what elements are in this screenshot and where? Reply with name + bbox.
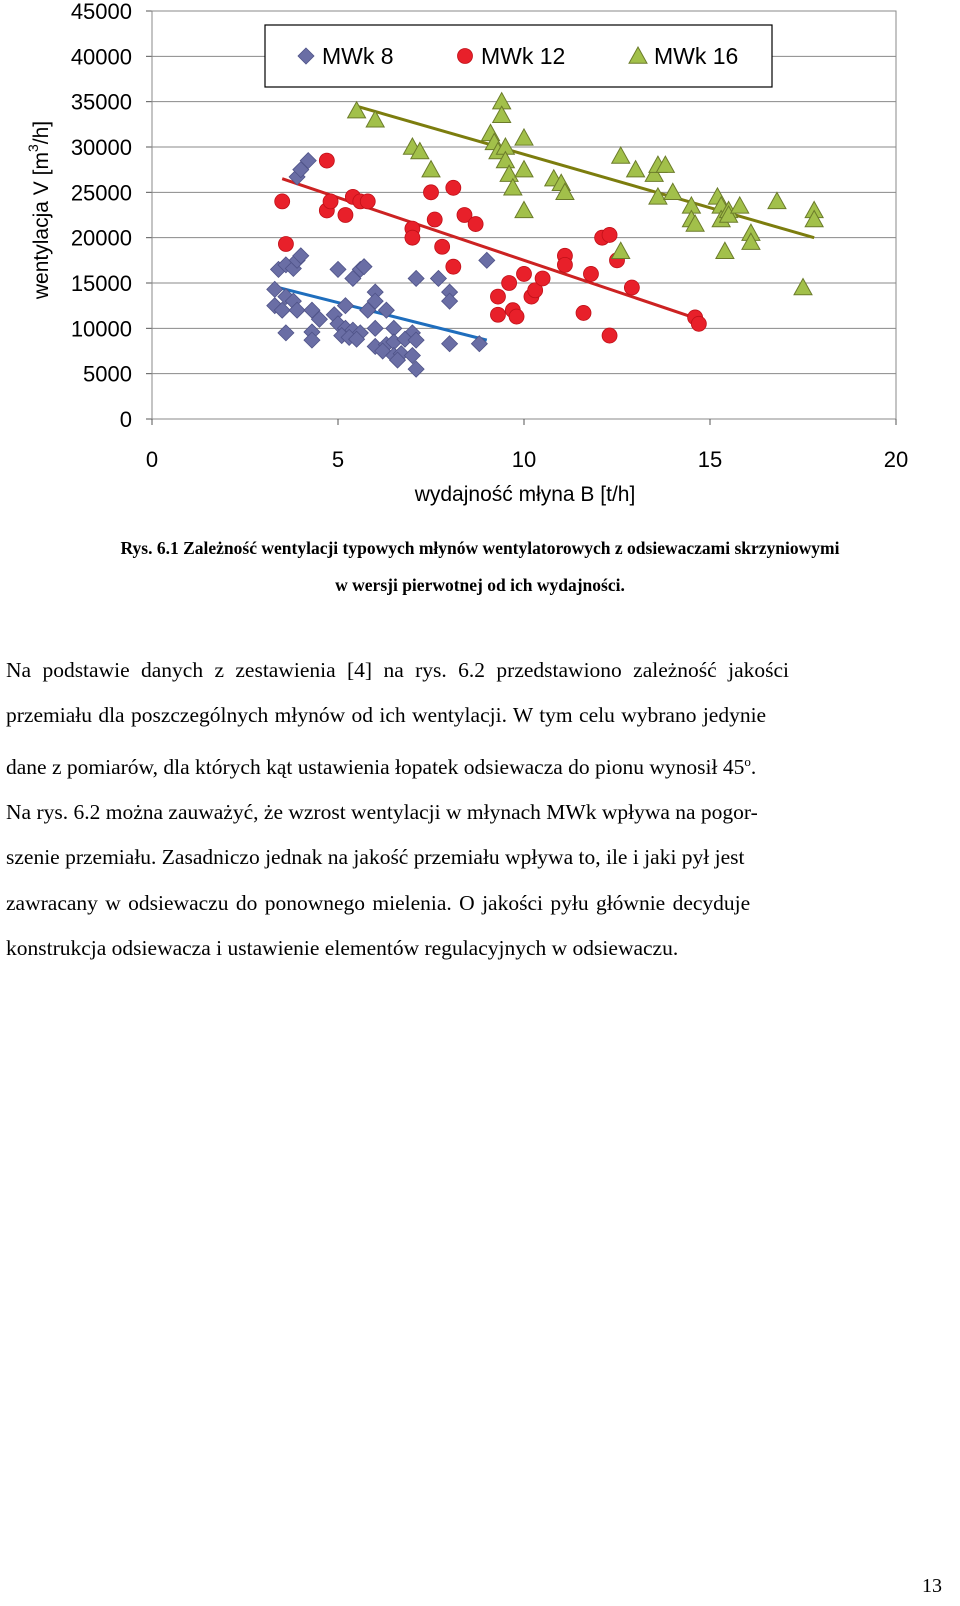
mwk-12-point xyxy=(323,194,338,209)
y-tick-label: 0 xyxy=(119,407,132,432)
mwk-8-point xyxy=(367,320,383,336)
mwk-12-point xyxy=(319,153,334,168)
mwk-8-point xyxy=(278,325,294,341)
paragraph-line-3-end: . xyxy=(750,754,757,779)
y-axis-title xyxy=(25,121,53,300)
mwk-12-point xyxy=(427,212,442,227)
mwk-16-point xyxy=(348,102,366,118)
y-tick-label: 35000 xyxy=(70,89,132,115)
legend-label-mwk-8: MWk 8 xyxy=(322,43,394,69)
mwk-16-point xyxy=(422,161,440,177)
mwk-8-point xyxy=(330,261,346,277)
paragraph-line-3 xyxy=(6,739,954,790)
mwk-12-point xyxy=(468,217,483,232)
paragraph-line-3-text: dane z pomiarów, dla których kąt ustawienia łopatek odsiewacza do pionu wynosił 45 xyxy=(6,754,745,779)
body-paragraph xyxy=(6,648,954,971)
y-tick-label: 10000 xyxy=(70,316,132,342)
y-axis-title-sup: 3 xyxy=(25,144,41,153)
figure-caption-line-2: w wersji pierwotnej od ich wydajności. xyxy=(335,575,625,595)
mwk-12-point xyxy=(435,239,450,254)
mwk-8-point xyxy=(408,361,424,377)
mwk-12-point xyxy=(557,257,572,272)
y-tick-label: 20000 xyxy=(70,225,132,251)
y-axis-title-main: wentylacja V [m xyxy=(30,152,53,300)
mwk-12-point xyxy=(490,307,505,322)
legend-marker-mwk-12 xyxy=(458,49,473,64)
paragraph-line-4: Na rys. 6.2 można zauważyć, że wzrost wentylacji w młynach MWk wpływa na pogor- xyxy=(6,800,758,825)
mwk-12-point xyxy=(583,266,598,281)
mwk-12-point xyxy=(360,194,375,209)
y-tick-label: 40000 xyxy=(70,44,132,70)
y-tick-label: 25000 xyxy=(70,180,132,206)
mwk-16-point xyxy=(716,242,734,258)
data-points xyxy=(267,93,823,377)
mwk-8-point xyxy=(442,293,458,309)
mwk-12-point xyxy=(535,271,550,286)
mwk-12-point xyxy=(424,185,439,200)
mwk-16-point xyxy=(515,129,533,145)
paragraph-line-5: szenie przemiału. Zasadniczo jednak na jakość przemiału wpływa to, ile i jaki pył jest xyxy=(6,845,745,870)
mwk-12-point xyxy=(509,309,524,324)
paragraph-line-7: konstrukcja odsiewacza i ustawienie elementów regulacyjnych w odsiewaczu. xyxy=(6,935,679,960)
y-axis-title-end: /h] xyxy=(30,120,53,145)
mwk-16-point xyxy=(794,279,812,295)
page-number: 13 xyxy=(922,1575,942,1597)
mwk-16-point xyxy=(515,201,533,217)
mwk-8-point xyxy=(408,270,424,286)
mwk-16-point xyxy=(664,183,682,199)
trendlines xyxy=(278,106,814,340)
mwk-16-point xyxy=(515,161,533,177)
mwk-12-point xyxy=(602,227,617,242)
mwk-16-point xyxy=(612,147,630,163)
legend-label-mwk-16: MWk 16 xyxy=(654,43,739,69)
mwk-12-point xyxy=(490,289,505,304)
mwk-12-point xyxy=(517,266,532,281)
mwk-16-point xyxy=(731,197,749,213)
mwk-12-point xyxy=(446,259,461,274)
mwk-8-point xyxy=(337,298,353,314)
y-tick-label: 45000 xyxy=(70,0,132,24)
mwk-12-point xyxy=(275,194,290,209)
x-tick-label: 5 xyxy=(331,447,345,472)
mwk-8-point xyxy=(430,270,446,286)
figure-caption-line-1: Rys. 6.1 Zależność wentylacji typowych młynów wentylatorowych z odsiewaczami skrzyniowymi xyxy=(120,538,840,558)
x-tick-label: 15 xyxy=(697,447,723,472)
mwk-16-point xyxy=(612,242,630,258)
x-tick-label: 10 xyxy=(511,447,537,472)
x-tick-label: 20 xyxy=(883,447,909,472)
mwk-12-point xyxy=(691,316,706,331)
mwk-8-point xyxy=(442,336,458,352)
paragraph-line-1: Na podstawie danych z zestawienia [4] na rys. 6.2 przedstawiono zależność jakości xyxy=(6,658,789,682)
x-axis-title: wydajność młyna B [t/h] xyxy=(414,483,636,506)
mwk-12-point xyxy=(338,208,353,223)
y-tick-label: 5000 xyxy=(83,361,132,387)
chart xyxy=(0,0,960,520)
mwk-16-point xyxy=(768,192,786,208)
y-tick-label: 30000 xyxy=(70,135,132,160)
chart-svg xyxy=(0,0,960,520)
legend xyxy=(265,25,772,87)
mwk-12-point xyxy=(446,180,461,195)
mwk-12-point xyxy=(602,328,617,343)
mwk-12-point xyxy=(576,305,591,320)
mwk-12-point xyxy=(624,280,639,295)
mwk-8-point xyxy=(479,252,495,268)
x-tick-label: 0 xyxy=(145,447,159,472)
mwk-12-point xyxy=(502,276,517,291)
mwk-12-point xyxy=(405,230,420,245)
mwk-8-point xyxy=(404,348,420,364)
paragraph-line-6: zawracany w odsiewaczu do ponownego mielenia. O jakości pyłu głównie decyduje xyxy=(6,890,751,915)
paragraph-line-2: przemiału dla poszczególnych młynów od ich wentylacji. W tym celu wybrano jedynie xyxy=(6,703,767,728)
y-tick-label: 15000 xyxy=(70,271,132,296)
degree-superscript: o xyxy=(744,753,751,769)
legend-label-mwk-12: MWk 12 xyxy=(481,43,566,69)
mwk-12-point xyxy=(278,237,293,252)
